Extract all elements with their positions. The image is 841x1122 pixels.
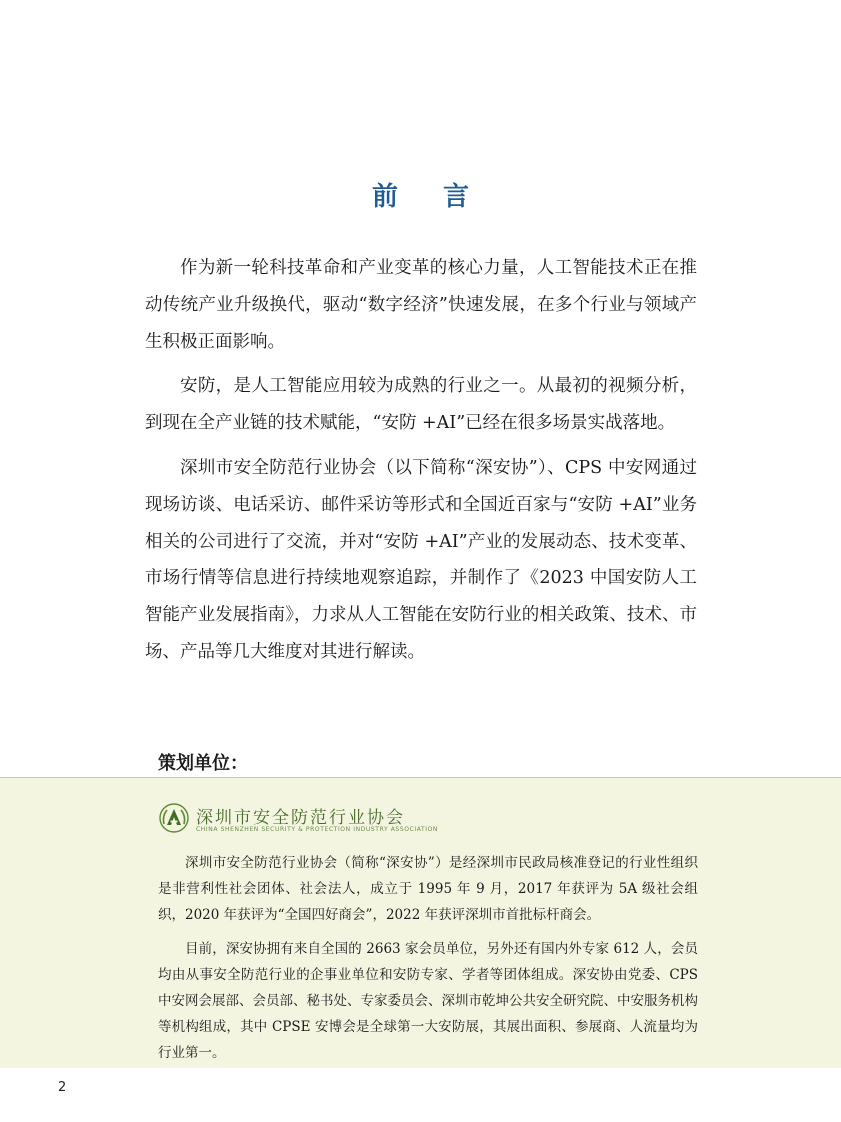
preface-title: 前 言 [371, 182, 488, 212]
preface-paragraph: 作为新一轮科技革命和产业变革的核心力量，人工智能技术正在推动传统产业升级换代，驱动“数字经济”快速发展，在多个行业与领域产生积极正面影响。 [145, 258, 697, 352]
association-paragraph: 深圳市安全防范行业协会（简称“深安协”）是经深圳市民政局核准登记的行业性组织是非营利性社会团体、社会法人，成立于 1995 年 9 月，2017 年获评为 5A 级社会组织，2020 年获评为“全国四好商会”，2022 年获评深圳市首批标杆商会。 [158, 855, 698, 923]
association-panel [0, 777, 841, 1068]
association-emblem-icon [158, 802, 190, 834]
association-paragraph: 目前，深安协拥有来自全国的 2663 家会员单位，另外还有国内外专家 612 人，会员均由从事安全防范行业的企事业单位和安防专家、学者等团体组成。深安协由党委、CPS 中安网会展部、会员部、秘书处、专家委员会、深圳市乾坤公共安全研究院、中安服务机构等机构组成，其中 CPSE 安博会是全球第一大安防展，其展出面积、参展商、人流量均为行业第一。 [158, 941, 698, 1061]
preface-body [145, 250, 697, 679]
association-logo-subtitle: CHINA SHENZHEN SECURITY & PROTECTION INDUSTRY ASSOCIATION [196, 826, 439, 833]
page-number: 2 [58, 1080, 67, 1095]
planner-heading: 策划单位： [158, 753, 248, 774]
association-logo [158, 802, 439, 838]
preface-paragraph: 深圳市安全防范行业协会（以下简称“深安协”）、CPS 中安网通过现场访谈、电话采访、邮件采访等形式和全国近百家与“安防 +AI”业务相关的公司进行了交流，并对“安防 +AI”产业的发展动态、技术变革、市场行情等信息进行持续地观察追踪，并制作了《2023 中国安防人工智能产业发展指南》，力求从人工智能在安防行业的相关政策、技术、市场、产品等几大维度对其进行解读。 [145, 457, 697, 662]
association-logo-name: 深圳市安全防范行业协会 [196, 808, 405, 828]
preface-paragraph: 安防，是人工智能应用较为成熟的行业之一。从最初的视频分析，到现在全产业链的技术赋能，“安防 +AI”已经在很多场景实战落地。 [145, 376, 697, 434]
association-description [158, 850, 698, 1074]
